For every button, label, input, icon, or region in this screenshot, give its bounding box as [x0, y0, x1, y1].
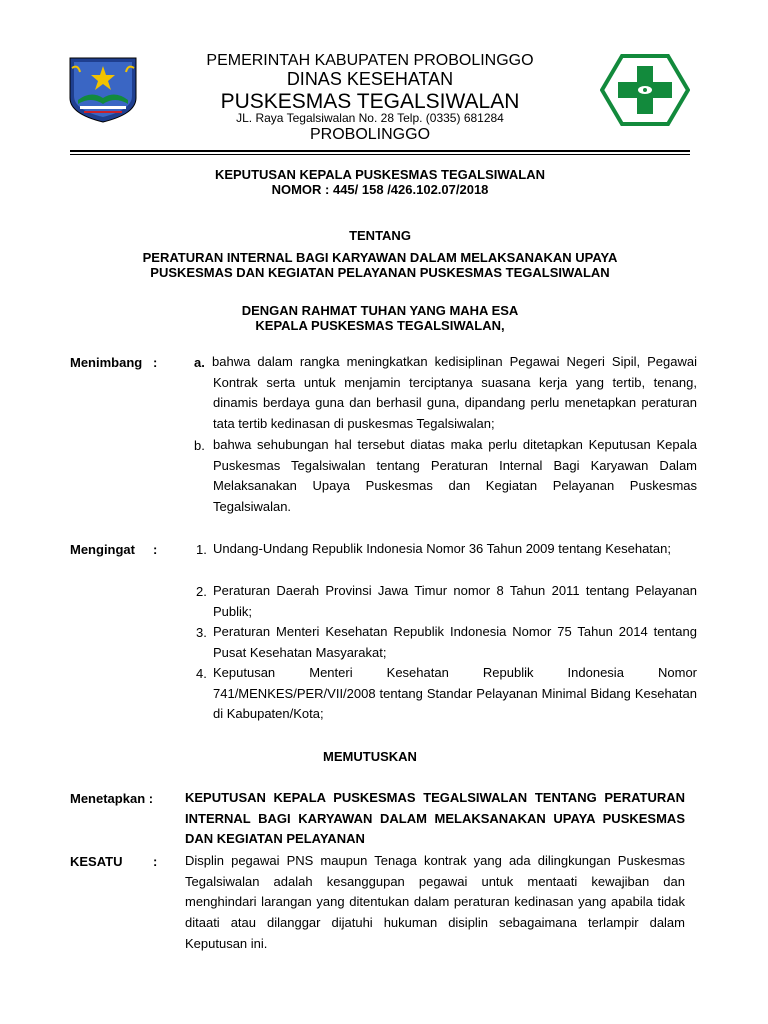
- letterhead-department: DINAS KESEHATAN: [286, 69, 454, 89]
- mengingat-label: Mengingat: [70, 542, 135, 557]
- decree-subject-line2: PUSKESMAS DAN KEGIATAN PELAYANAN PUSKESMAS TEGALSIWALAN: [150, 265, 610, 280]
- menimbang-b-mark: b.: [194, 438, 205, 453]
- memutuskan-heading: MEMUTUSKAN: [323, 749, 417, 764]
- mengingat-4-mark: 4.: [196, 666, 207, 681]
- menetapkan-text: KEPUTUSAN KEPALA PUSKESMAS TEGALSIWALAN TENTANG PERATURAN INTERNAL BAGI KARYAWAN DALAM MELAKSANAKAN UPAYA PUSKESMAS DAN KEGIATAN PELAYANAN: [185, 790, 685, 847]
- letterhead-divider-thin: [70, 154, 690, 155]
- letterhead-government: PEMERINTAH KABUPATEN PROBOLINGGO: [206, 52, 534, 69]
- mengingat-2-text: Peraturan Daerah Provinsi Jawa Timur nomor 8 Tahun 2011 tentang Pelayanan Publik;: [213, 583, 697, 619]
- grace-line2: KEPALA PUSKESMAS TEGALSIWALAN,: [255, 318, 505, 333]
- menimbang-a-text: bahwa dalam rangka meningkatkan kedisiplinan Pegawai Negeri Sipil, Pegawai Kontrak serta untuk menjamin terciptanya suasana kerja yang tertib, tenang, dinamis berdaya guna dan berhasil guna, dipandang perlu menetapkan peraturan tata tertib kedinasan di puskesmas Tegalsiwalan;: [212, 354, 697, 432]
- decree-title: KEPUTUSAN KEPALA PUSKESMAS TEGALSIWALAN: [214, 167, 546, 182]
- mengingat-1-mark: 1.: [196, 542, 207, 557]
- mengingat-4-text: Keputusan Menteri Kesehatan Republik Indonesia Nomor 741/MENKES/PER/VII/2008 tentang Standar Pelayanan Minimal Bidang Kesehatan di Kabupaten/Kota;: [213, 665, 697, 722]
- letterhead-divider: [70, 150, 690, 152]
- probolinggo-regency-emblem-icon: [66, 54, 140, 124]
- grace-line1: DENGAN RAHMAT TUHAN YANG MAHA ESA: [241, 303, 519, 318]
- menimbang-item-a: [194, 352, 697, 435]
- mengingat-3-text: Peraturan Menteri Kesehatan Republik Indonesia Nomor 75 Tahun 2014 tentang Pusat Kesehatan Masyarakat;: [213, 624, 697, 660]
- menimbang-a-mark: a.: [194, 355, 205, 370]
- menimbang-colon: :: [153, 355, 158, 370]
- kesatu-label: KESATU: [70, 854, 123, 869]
- mengingat-1-text: Undang-Undang Republik Indonesia Nomor 36 Tahun 2009 tentang Kesehatan;: [213, 541, 671, 556]
- letterhead-address: JL. Raya Tegalsiwalan No. 28 Telp. (0335) 681284: [236, 111, 504, 125]
- decree-about: TENTANG: [349, 228, 411, 243]
- puskesmas-cross-icon: [600, 54, 690, 126]
- menimbang-label: Menimbang: [70, 355, 143, 370]
- menetapkan-label: Menetapkan :: [70, 791, 154, 806]
- mengingat-colon: :: [153, 542, 158, 557]
- kesatu-text: Displin pegawai PNS maupun Tenaga kontrak yang ada dilingkungan Puskesmas Tegalsiwalan adalah kesanggupan pegawai untuk mentaati kewajiban dan menghindari larangan yang ditentukan dalam peraturan kedinasan yang apabila tidak ditaati atau dilanggar dijatuhi hukuman disiplin sebagaimana terlampir dalam Keputusan ini.: [185, 853, 685, 951]
- menimbang-item-b: [194, 435, 697, 518]
- decree-number: NOMOR : 445/ 158 /426.102.07/2018: [271, 182, 489, 197]
- decree-subject-line1: PERATURAN INTERNAL BAGI KARYAWAN DALAM MELAKSANAKAN UPAYA: [142, 250, 618, 265]
- mengingat-3-mark: 3.: [196, 625, 207, 640]
- kesatu-colon: :: [153, 854, 158, 869]
- letterhead-city: PROBOLINGGO: [309, 126, 431, 143]
- letterhead-facility: PUSKESMAS TEGALSIWALAN: [220, 90, 520, 113]
- menimbang-b-text: bahwa sehubungan hal tersebut diatas maka perlu ditetapkan Keputusan Kepala Puskesmas Tegalsiwalan tentang Peraturan Internal Bagi Karyawan Dalam Melaksanakan Upaya Puskesmas dan Kegiatan Pelayanan Puskesmas Tegalsiwalan.: [213, 437, 697, 515]
- mengingat-2-mark: 2.: [196, 584, 207, 599]
